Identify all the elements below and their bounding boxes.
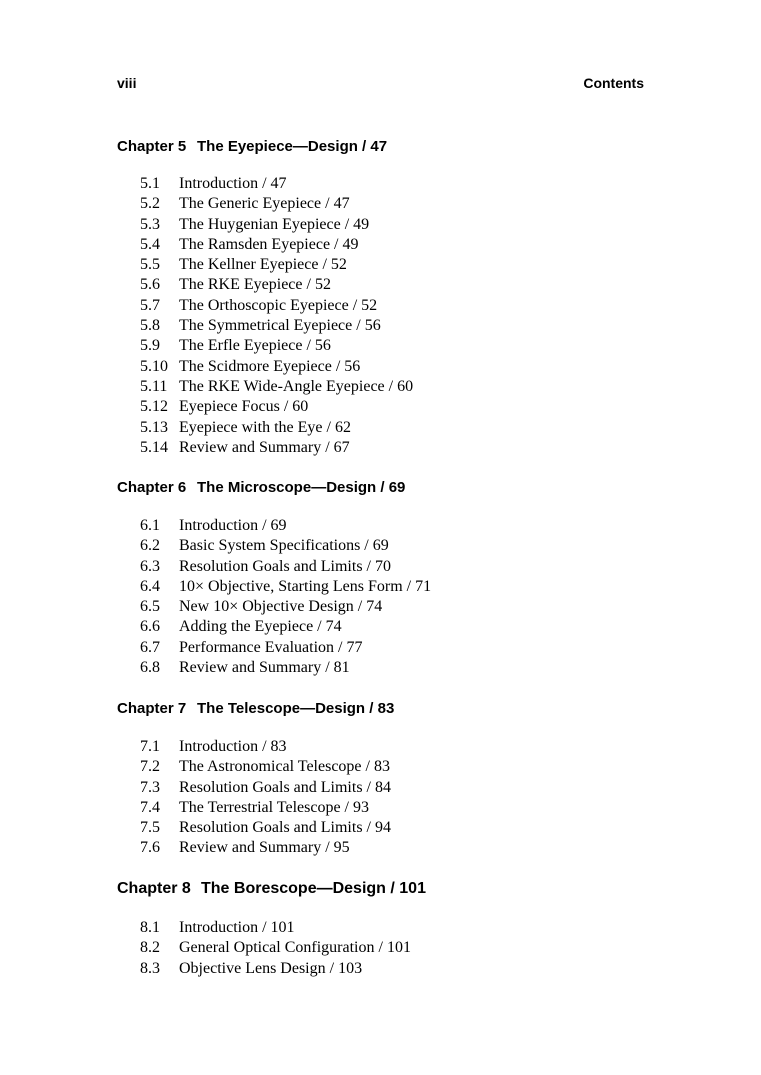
section-title: The Kellner Eyepiece / 52 [179,256,347,274]
section-title: Introduction / 83 [179,738,287,755]
chapter-number: Chapter 8 [117,880,191,897]
section-title: Introduction / 69 [179,517,287,534]
section-number: 7.1 [140,738,160,755]
section-title: Resolution Goals and Limits / 94 [179,819,391,837]
section-number: 7.5 [140,819,160,837]
section-title: Review and Summary / 95 [179,839,350,857]
section-title: Resolution Goals and Limits / 84 [179,778,391,796]
section-number: 5.4 [140,235,160,253]
list-item [140,296,413,316]
list-item [140,275,413,295]
section-number: 5.13 [140,418,168,436]
chapter-title: The Microscope—Design / 69 [197,479,406,496]
section-list [140,174,413,458]
list-item [140,357,413,377]
list-item [140,938,411,958]
section-number: 7.6 [140,839,160,857]
section-number: 6.4 [140,577,160,595]
section-title: The Astronomical Telescope / 83 [179,758,390,776]
list-item [140,215,413,235]
section-title: The Huygenian Eyepiece / 49 [179,215,370,233]
list-item [140,557,431,577]
section-title: General Optical Configuration / 101 [179,939,411,957]
section-title: The Scidmore Eyepiece / 56 [179,357,361,375]
section-title: The Symmetrical Eyepiece / 56 [179,317,381,335]
chapter-number: Chapter 7 [117,700,187,717]
list-item [140,959,411,979]
list-item [140,737,391,757]
section-title: The RKE Wide-Angle Eyepiece / 60 [179,377,414,395]
chapter-heading [117,879,426,899]
chapter-heading [117,137,387,157]
list-item [140,778,391,798]
section-number: 7.4 [140,798,160,816]
chapter-number: Chapter 5 [117,138,187,155]
section-title: The Erfle Eyepiece / 56 [179,337,331,355]
section-number: 5.1 [140,175,160,192]
list-item [140,194,413,214]
list-item [140,918,411,938]
section-number: 6.6 [140,618,160,636]
list-item [140,174,413,194]
list-item [140,757,391,777]
section-number: 6.7 [140,638,160,656]
chapter-title: The Telescope—Design / 83 [197,700,395,717]
section-number: 7.3 [140,778,160,796]
list-item [140,798,391,818]
section-number: 5.12 [140,398,168,416]
section-number: 5.2 [140,195,160,213]
section-number: 5.10 [140,357,168,375]
list-item [140,418,413,438]
section-title: Performance Evaluation / 77 [179,638,363,656]
chapter-title: The Eyepiece—Design / 47 [197,138,388,155]
section-number: 5.11 [140,377,168,395]
section-title: Eyepiece with the Eye / 62 [179,418,351,436]
list-item [140,617,431,637]
section-number: 5.3 [140,215,160,233]
section-title: Review and Summary / 67 [179,438,350,456]
section-title: The Generic Eyepiece / 47 [179,195,350,213]
chapter-number: Chapter 6 [117,479,187,496]
list-item [140,818,391,838]
list-item [140,597,431,617]
section-title: Eyepiece Focus / 60 [179,398,309,416]
section-number: 6.2 [140,537,160,555]
section-number: 6.5 [140,598,160,616]
list-item [140,536,431,556]
section-number: 6.3 [140,557,160,575]
section-number: 5.5 [140,256,160,274]
section-number: 7.2 [140,758,160,776]
chapter-heading [117,478,405,498]
list-item [140,255,413,275]
page-number: viii [117,75,137,91]
section-title: Review and Summary / 81 [179,659,350,677]
section-title: New 10× Objective Design / 74 [179,598,383,616]
list-item [140,377,413,397]
section-number: 5.8 [140,317,160,335]
section-number: 5.9 [140,337,160,355]
section-number: 5.7 [140,296,160,314]
list-item [140,336,413,356]
chapter-heading [117,699,394,719]
section-title: The Orthoscopic Eyepiece / 52 [179,296,378,314]
section-title: Resolution Goals and Limits / 70 [179,557,391,575]
section-title: Introduction / 47 [179,175,287,192]
section-number: 6.1 [140,517,160,534]
list-item [140,838,391,858]
section-title: The Terrestrial Telescope / 93 [179,798,369,816]
list-item [140,516,431,536]
list-item [140,658,431,678]
section-number: 8.1 [140,919,160,936]
section-number: 5.6 [140,276,160,294]
section-title: The Ramsden Eyepiece / 49 [179,235,359,253]
section-number: 5.14 [140,438,168,456]
section-list [140,918,411,979]
section-title: 10× Objective, Starting Lens Form / 71 [179,577,432,595]
list-item [140,235,413,255]
chapter-title: The Borescope—Design / 101 [201,880,426,897]
section-title: Basic System Specifications / 69 [179,537,389,555]
section-title: Adding the Eyepiece / 74 [179,618,342,636]
section-title: Objective Lens Design / 103 [179,959,363,977]
list-item [140,316,413,336]
section-title: Introduction / 101 [179,919,295,936]
list-item [140,577,431,597]
section-list [140,737,391,859]
list-item [140,397,413,417]
section-list [140,516,431,678]
list-item [140,438,413,458]
section-number: 6.8 [140,659,160,677]
section-number: 8.2 [140,939,160,957]
list-item [140,638,431,658]
running-title: Contents [583,75,644,91]
section-number: 8.3 [140,959,160,977]
section-title: The RKE Eyepiece / 52 [179,276,331,294]
